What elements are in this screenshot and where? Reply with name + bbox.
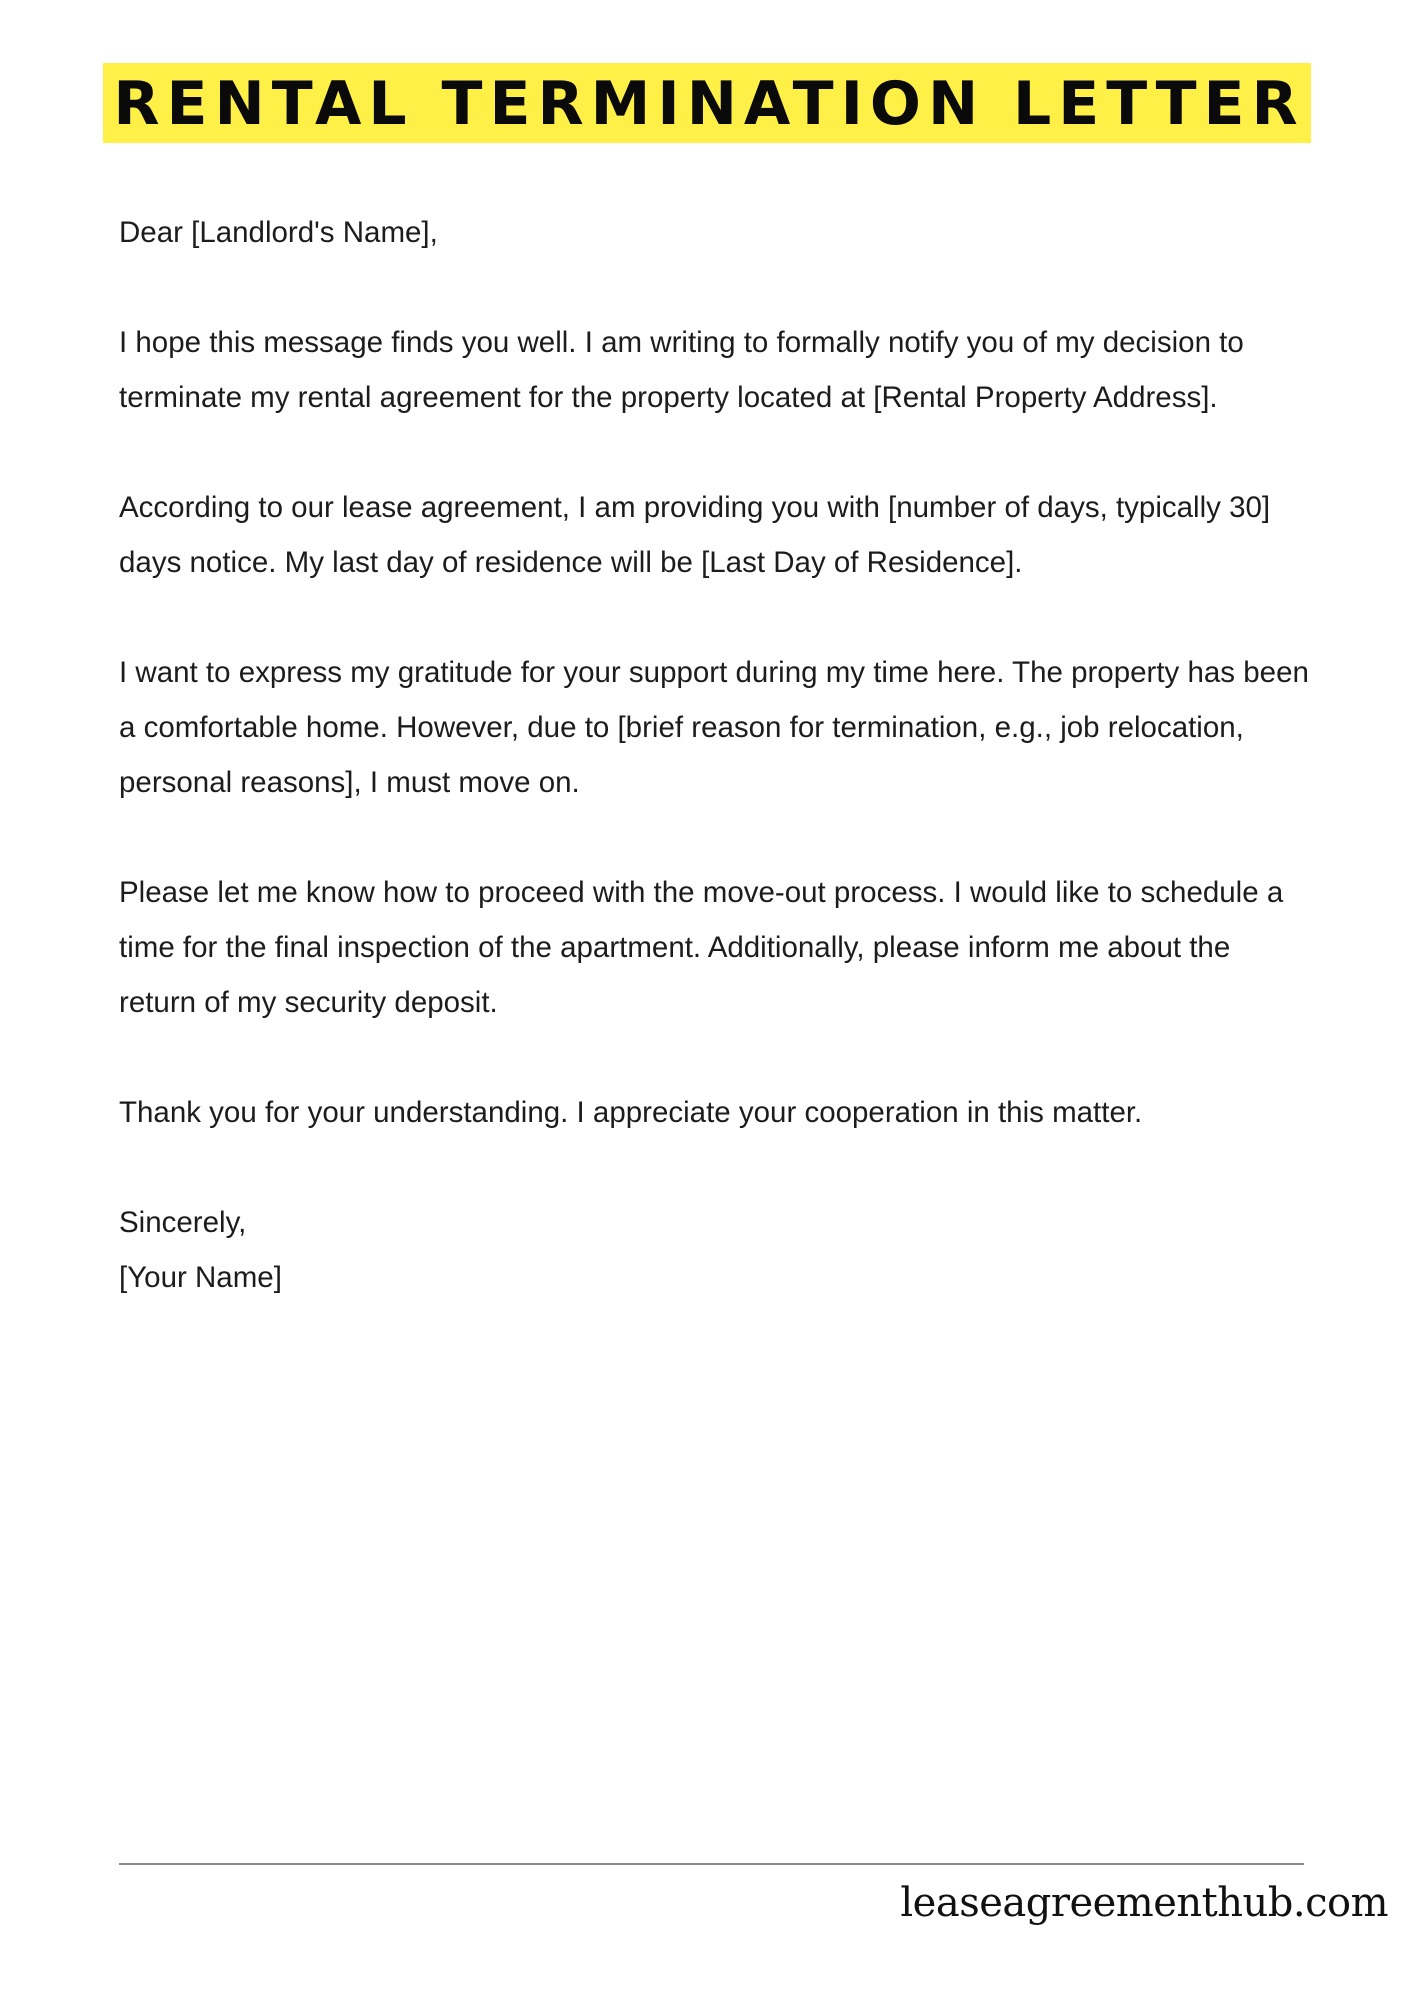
footer-website: leaseagreementhub.com xyxy=(900,1880,1388,1926)
document-title: RENTAL TERMINATION LETTER xyxy=(103,63,1310,143)
paragraph-move-out: Please let me know how to proceed with the move-out process. I would like to schedule a time for the final inspection of the apartment. Additionally, please inform me about the return of my security deposit. xyxy=(119,876,1284,1019)
paragraph-notice: According to our lease agreement, I am providing you with [number of days, typically 30] days notice. My last day of residence will be [Last Day of Residence]. xyxy=(119,491,1271,579)
closing-block xyxy=(119,1195,1309,1305)
footer-divider xyxy=(119,1863,1304,1865)
paragraph-intro: I hope this message finds you well. I am writing to formally notify you of my decision to terminate my rental agreement for the property located at [Rental Property Address]. xyxy=(119,326,1244,414)
greeting: Dear [Landlord's Name], xyxy=(119,216,438,249)
title-wrapper xyxy=(0,63,1414,143)
paragraph-gratitude: I want to express my gratitude for your support during my time here. The property has been a comfortable home. However, due to [brief reason for termination, e.g., job relocation, personal reasons], I must move on. xyxy=(119,656,1309,799)
letter-body xyxy=(119,205,1309,1305)
paragraph-thanks: Thank you for your understanding. I appreciate your cooperation in this matter. xyxy=(119,1096,1143,1129)
signature-name: [Your Name] xyxy=(119,1261,282,1294)
signoff: Sincerely, xyxy=(119,1206,247,1239)
